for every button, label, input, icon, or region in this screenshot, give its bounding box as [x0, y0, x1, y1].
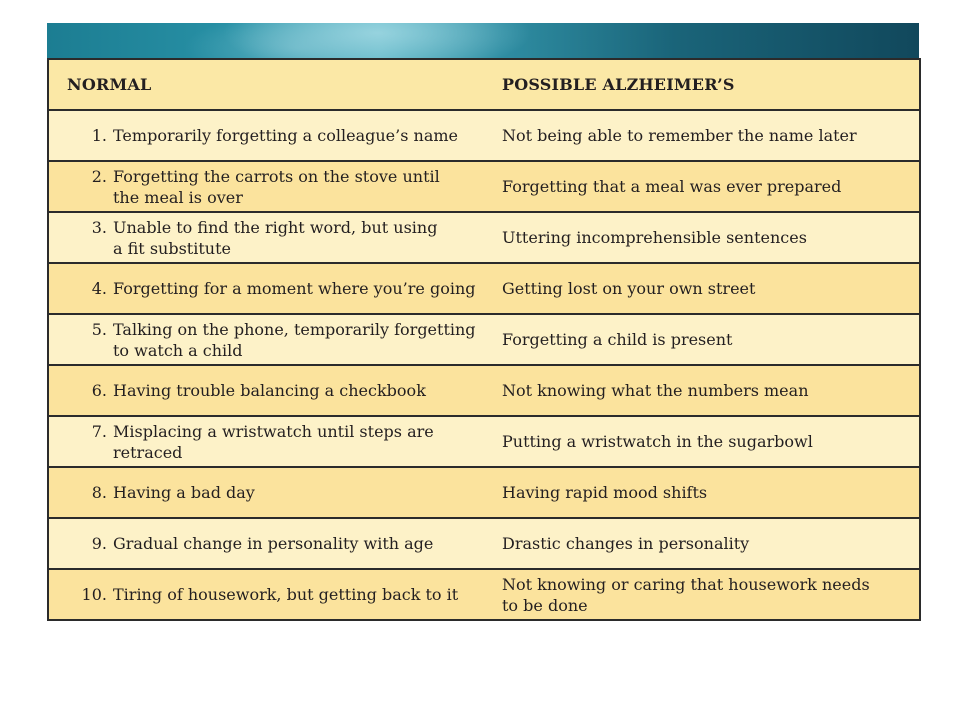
- table-row: [48, 161, 920, 212]
- table-row: [48, 569, 920, 620]
- possible-cell: [500, 161, 920, 212]
- normal-cell: [48, 518, 500, 569]
- possible-cell: [500, 416, 920, 467]
- normal-cell: [48, 314, 500, 365]
- possible-text: Not knowing what the numbers mean: [502, 381, 809, 400]
- possible-text: Putting a wristwatch in the sugarbowl: [502, 432, 813, 451]
- table-row: [48, 518, 920, 569]
- possible-text: Forgetting a child is present: [502, 330, 733, 349]
- normal-text: Tiring of housework, but getting back to it: [113, 585, 459, 604]
- possible-text: Not knowing or caring that housework needs to be done: [502, 574, 870, 615]
- possible-cell: [500, 569, 920, 620]
- normal-cell: [48, 365, 500, 416]
- normal-text: Forgetting for a moment where you’re going: [113, 279, 476, 298]
- normal-text: Having a bad day: [113, 483, 255, 502]
- normal-text: Forgetting the carrots on the stove until the meal is over: [113, 166, 440, 207]
- decorative-banner: [47, 23, 919, 58]
- normal-cell: [48, 110, 500, 161]
- row-number: 4.: [91, 279, 107, 298]
- row-number: 5.: [91, 319, 107, 339]
- comparison-table: [47, 58, 921, 621]
- row-number: 2.: [91, 166, 107, 186]
- comparison-table-frame: [47, 23, 919, 615]
- possible-cell: [500, 263, 920, 314]
- table-row: [48, 467, 920, 518]
- table-row: [48, 314, 920, 365]
- normal-cell: [48, 569, 500, 620]
- normal-cell: [48, 161, 500, 212]
- header-normal: NORMAL: [48, 59, 500, 110]
- normal-cell: [48, 212, 500, 263]
- possible-text: Not being able to remember the name later: [502, 126, 857, 145]
- normal-cell: [48, 467, 500, 518]
- row-number: 1.: [91, 126, 107, 145]
- possible-text: Uttering incomprehensible sentences: [502, 228, 807, 247]
- normal-text: Having trouble balancing a checkbook: [113, 381, 426, 400]
- header-possible-alzheimers: POSSIBLE ALZHEIMER’S: [500, 59, 920, 110]
- header-row: [48, 59, 920, 110]
- row-number: 6.: [91, 381, 107, 400]
- normal-cell: [48, 416, 500, 467]
- possible-text: Drastic changes in personality: [502, 534, 750, 553]
- possible-cell: [500, 365, 920, 416]
- table-row: [48, 416, 920, 467]
- normal-text: Temporarily forgetting a colleague’s name: [113, 126, 459, 145]
- possible-text: Forgetting that a meal was ever prepared: [502, 177, 842, 196]
- table-row: [48, 110, 920, 161]
- possible-cell: [500, 212, 920, 263]
- normal-text: Unable to find the right word, but using a fit substitute: [113, 217, 438, 258]
- normal-text: Misplacing a wristwatch until steps are retraced: [113, 421, 434, 462]
- possible-cell: [500, 110, 920, 161]
- row-number: 10.: [81, 585, 107, 604]
- normal-cell: [48, 263, 500, 314]
- row-number: 7.: [91, 421, 107, 441]
- possible-cell: [500, 314, 920, 365]
- normal-text: Talking on the phone, temporarily forgetting to watch a child: [113, 319, 476, 360]
- possible-cell: [500, 518, 920, 569]
- row-number: 9.: [91, 534, 107, 553]
- normal-text: Gradual change in personality with age: [113, 534, 434, 553]
- table-row: [48, 365, 920, 416]
- possible-cell: [500, 467, 920, 518]
- possible-text: Having rapid mood shifts: [502, 483, 708, 502]
- row-number: 8.: [91, 483, 107, 502]
- table-row: [48, 263, 920, 314]
- table-row: [48, 212, 920, 263]
- possible-text: Getting lost on your own street: [502, 279, 756, 298]
- row-number: 3.: [91, 217, 107, 237]
